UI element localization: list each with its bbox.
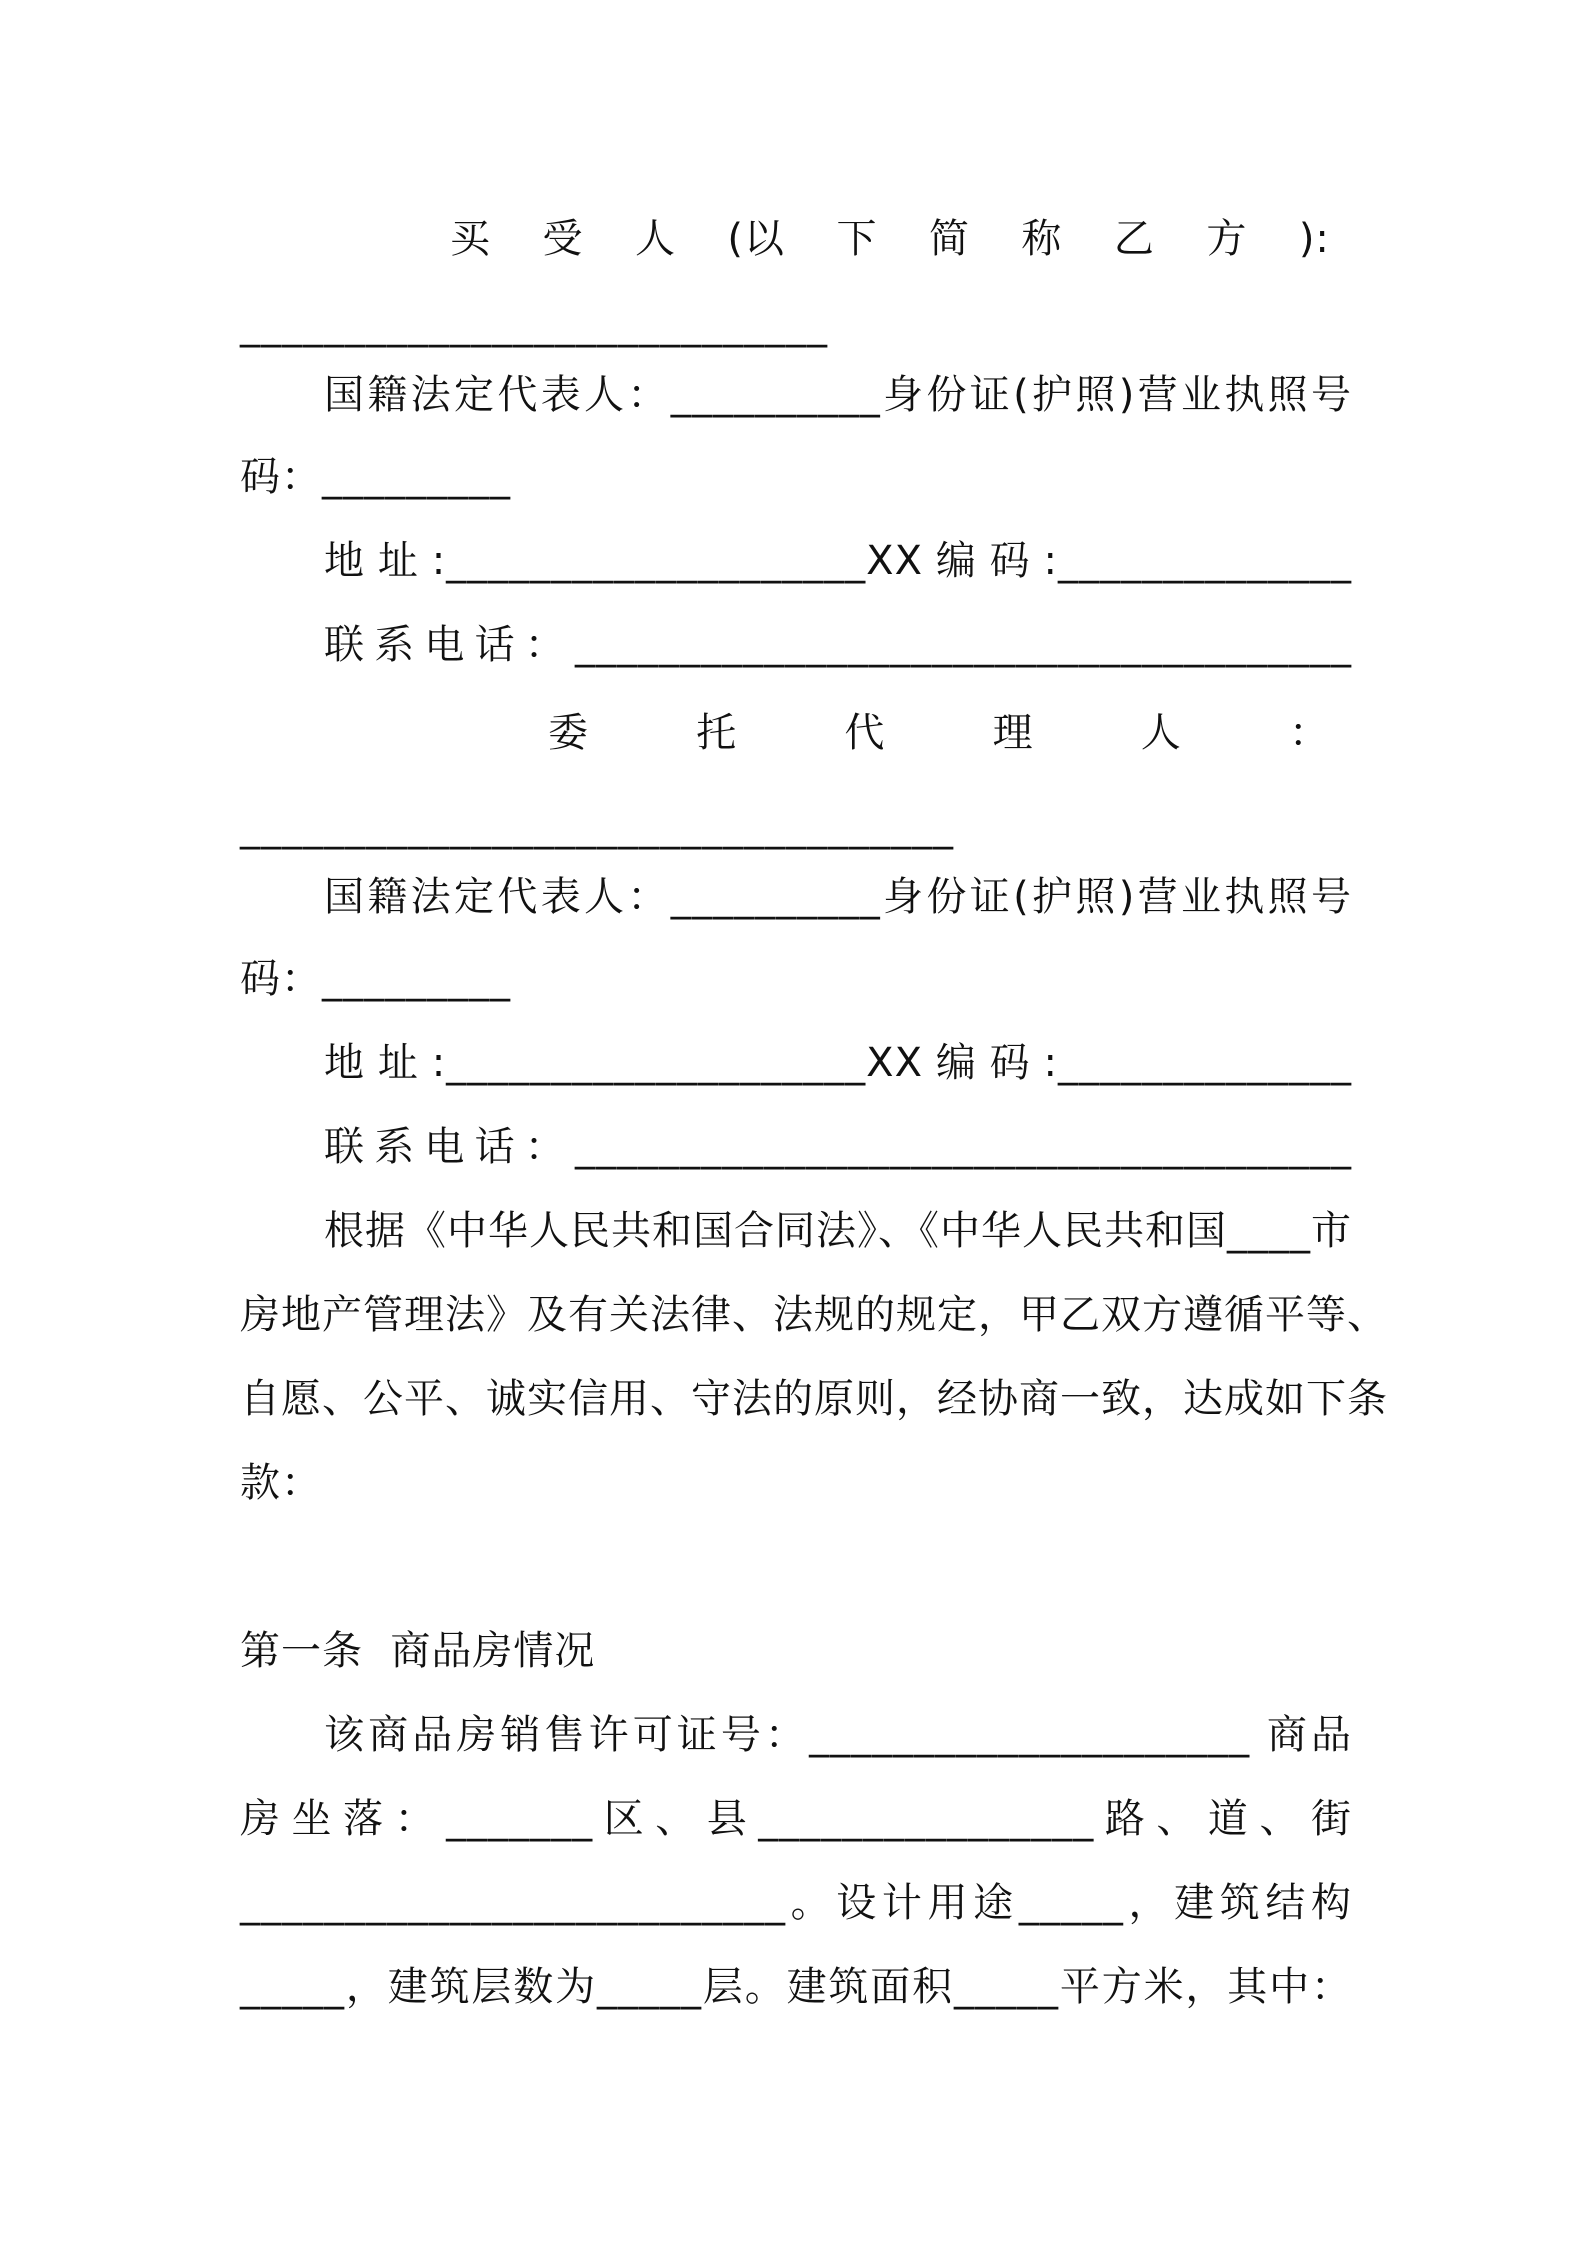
article-1-line-2: 房坐落：_______区、县________________路、道、街 [240, 1796, 1352, 1842]
preamble-line-4: 款： [240, 1460, 322, 1506]
agent-title-char: 理 [992, 710, 1034, 756]
agent-representative-line-cont: 码：_________ [240, 956, 511, 1002]
party-b-representative-line-cont: 码：_________ [240, 454, 511, 500]
party-b-title-char: (以 [727, 216, 786, 262]
party-b-title [450, 214, 1330, 264]
preamble-line-3: 自愿、公平、诚实信用、守法的原则，经协商一致，达成如下条 [240, 1376, 1388, 1422]
article-1-heading: 第一条 商品房情况 [240, 1628, 596, 1674]
party-b-title-char: 受 [542, 216, 584, 262]
agent-address-line: 地址:____________________XX编码:______________ [324, 1040, 1352, 1086]
party-b-representative-line: 国籍法定代表人：__________身份证(护照)营业执照号 [324, 372, 1352, 418]
preamble-line-1: 根据《中华人民共和国合同法》、《中华人民共和国____市 [324, 1208, 1352, 1254]
article-1-line-3: __________________________。设计用途_____，建筑结构 [240, 1880, 1352, 1926]
preamble-line-2: 房地产管理法》及有关法律、法规的规定，甲乙双方遵循平等、 [240, 1292, 1388, 1338]
party-b-title-char: 方 [1206, 216, 1248, 262]
agent-title-char: 人 [1140, 710, 1182, 756]
party-b-title-char: 买 [450, 216, 491, 262]
party-b-title-char: 乙 [1113, 216, 1155, 262]
party-b-phone-line: 联系电话：_____________________________________ [324, 622, 1352, 668]
party-b-name-blank: ____________________________ [240, 302, 828, 348]
agent-phone-line: 联系电话：_____________________________________ [324, 1124, 1352, 1170]
party-b-title-char: 人 [634, 216, 676, 262]
party-b-title-char: 下 [836, 216, 878, 262]
agent-title-char: 托 [696, 710, 738, 756]
party-b-title-char: 称 [1021, 216, 1063, 262]
party-b-title-char: ): [1298, 216, 1330, 262]
agent-title-char: 代 [844, 710, 886, 756]
party-b-title-char: 简 [928, 216, 970, 262]
agent-title [548, 708, 1330, 758]
agent-title-char: ： [1288, 710, 1330, 756]
agent-name-blank: __________________________________ [240, 804, 954, 850]
article-1-line-1: 该商品房销售许可证号：_____________________ 商品 [324, 1712, 1352, 1758]
party-b-address-line: 地址:____________________XX编码:______________ [324, 538, 1352, 584]
agent-title-char: 委 [548, 710, 589, 756]
article-1-line-4: _____，建筑层数为_____层。建筑面积_____平方米，其中： [240, 1964, 1352, 2010]
agent-representative-line: 国籍法定代表人：__________身份证(护照)营业执照号 [324, 874, 1352, 920]
